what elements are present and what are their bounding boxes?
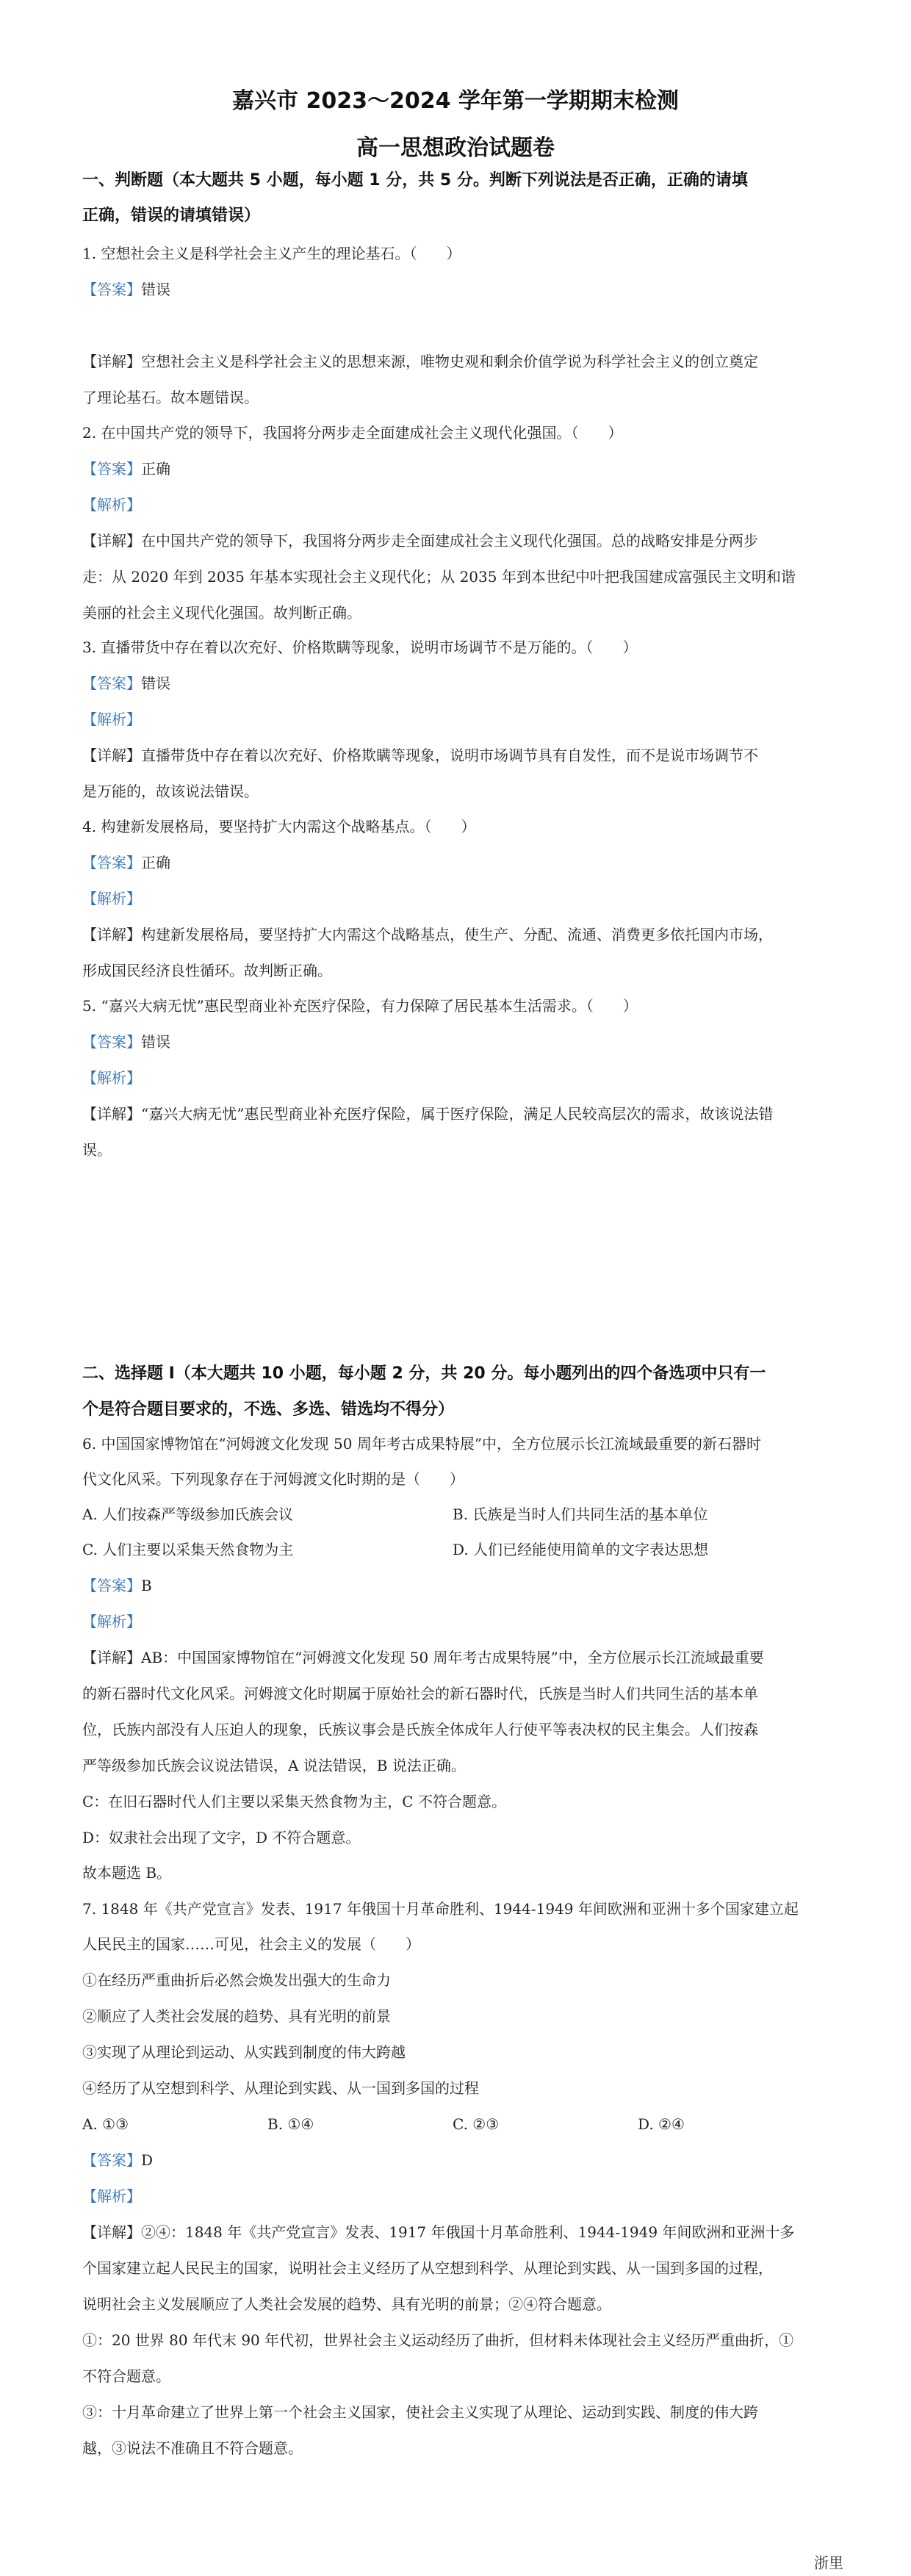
answer-value: 正确 <box>141 854 170 871</box>
answer-tag: 【答案】 <box>82 281 141 298</box>
q4-answer <box>82 852 839 874</box>
q6-stem-cont: 代文化风采。下列现象存在于河姆渡文化时期的是（ ） <box>82 1470 464 1488</box>
q7-detail-3-cont: 越，③说法不准确且不符合题意。 <box>82 2439 303 2457</box>
detail-text: 直播带货中存在着以次充好、价格欺瞒等现象，说明市场调节具有自发性，而不是说市场调节不 <box>141 746 758 764</box>
answer-tag: 【答案】 <box>82 1577 141 1594</box>
q6-detail-cont: 的新石器时代文化风采。河姆渡文化时期属于原始社会的新石器时代，氏族是当时人们共同生活的基本单 <box>82 1685 758 1702</box>
q2-answer <box>82 458 839 480</box>
detail-text: “嘉兴大病无忧”惠民型商业补充医疗保险，属于医疗保险，满足人民较高层次的需求，故该说法错 <box>141 1105 774 1123</box>
q1-detail-cont: 了理论基石。故本题错误。 <box>82 389 259 406</box>
section2-heading-line2: 个是符合题目要求的，不选、多选、错选均不得分） <box>82 1400 455 1419</box>
answer-value: 错误 <box>141 281 170 298</box>
q1-answer <box>82 278 839 301</box>
answer-value: 错误 <box>141 674 170 692</box>
detail-text: ②④：1848 年《共产党宣言》发表、1917 年俄国十月革命胜利、1944-1949 年间欧洲和亚洲十多 <box>141 2223 795 2241</box>
q4-analysis-tag: 【解析】 <box>82 890 141 907</box>
q3-stem: 3. 直播带货中存在着以次充好、价格欺瞒等现象，说明市场调节不是万能的。（ ） <box>82 638 638 656</box>
q7-detail-cont2: 说明社会主义发展顺应了人类社会发展的趋势、具有光明的前景；②④符合题意。 <box>82 2295 611 2313</box>
section1-heading-line1: 一、判断题（本大题共 5 小题，每小题 1 分，共 5 分。判断下列说法是否正确，正确的请填 <box>82 171 748 190</box>
q7-detail-1: ①：20 世界 80 年代末 90 年代初，世界社会主义运动经历了曲折，但材料未体现社会主义经历严重曲折，① <box>82 2331 794 2349</box>
q4-detail <box>82 924 839 946</box>
q6-answer <box>82 1575 839 1597</box>
detail-text: 在中国共产党的领导下，我国将分两步走全面建成社会主义现代化强国。总的战略安排是分两步 <box>141 532 758 550</box>
q6-detail-cont3: 严等级参加氏族会议说法错误，A 说法错误，B 说法正确。 <box>82 1757 466 1774</box>
q7-option-b: B. ①④ <box>267 2115 314 2133</box>
q6-option-b: B. 氏族是当时人们共同生活的基本单位 <box>453 1505 708 1523</box>
q5-detail <box>82 1103 839 1125</box>
q2-stem: 2. 在中国共产党的领导下，我国将分两步走全面建成社会主义现代化强国。（ ） <box>82 424 623 442</box>
q6-option-d: D. 人们已经能使用简单的文字表达思想 <box>453 1541 709 1558</box>
answer-tag: 【答案】 <box>82 854 141 871</box>
detail-text: 构建新发展格局，要坚持扩大内需这个战略基点，使生产、分配、流通、消费更多依托国内市场， <box>141 926 773 943</box>
q6-detail <box>82 1647 839 1669</box>
detail-text: AB：中国国家博物馆在“河姆渡文化发现 50 周年考古成果特展”中，全方位展示长江流域最重要 <box>141 1649 764 1666</box>
section2-heading-line1: 二、选择题 Ⅰ（本大题共 10 小题，每小题 2 分，共 20 分。每小题列出的四个备选项中只有一 <box>82 1364 766 1383</box>
q3-analysis-tag: 【解析】 <box>82 710 141 728</box>
q3-detail <box>82 744 839 766</box>
q7-option-d: D. ②④ <box>638 2115 685 2133</box>
q5-analysis-tag: 【解析】 <box>82 1069 141 1087</box>
q6-detail-conclusion: 故本题选 B。 <box>82 1864 172 1882</box>
answer-tag: 【答案】 <box>82 2151 141 2169</box>
q6-detail-c: C：在旧石器时代人们主要以采集天然食物为主，C 不符合题意。 <box>82 1793 506 1810</box>
answer-value: D <box>141 2151 154 2169</box>
detail-text: 空想社会主义是科学社会主义的思想来源，唯物史观和剩余价值学说为科学社会主义的创立奠定 <box>141 353 758 370</box>
q7-item-2: ②顺应了人类社会发展的趋势、具有光明的前景 <box>82 2007 391 2025</box>
q7-stem-cont: 人民民主的国家……可见，社会主义的发展（ ） <box>82 1935 420 1953</box>
q2-detail-cont: 走：从 2020 年到 2035 年基本实现社会主义现代化；从 2035 年到本世纪中叶把我国建成富强民主文明和谐 <box>82 568 796 586</box>
q6-option-c: C. 人们主要以采集天然食物为主 <box>82 1541 294 1558</box>
answer-value: 正确 <box>141 460 170 478</box>
q6-detail-d: D：奴隶社会出现了文字，D 不符合题意。 <box>82 1829 361 1846</box>
q3-detail-cont: 是万能的，故该说法错误。 <box>82 782 259 800</box>
q7-item-3: ③实现了从理论到运动、从实践到制度的伟大跨越 <box>82 2043 406 2061</box>
q4-stem: 4. 构建新发展格局，要坚持扩大内需这个战略基点。（ ） <box>82 818 476 835</box>
answer-tag: 【答案】 <box>82 1033 141 1051</box>
page-subtitle: 高一思想政治试题卷 <box>356 135 555 161</box>
q6-detail-cont2: 位，氏族内部没有人压迫人的现象，氏族议事会是氏族全体成年人行使平等表决权的民主集会。人们按森 <box>82 1721 758 1738</box>
q7-analysis-tag: 【解析】 <box>82 2187 141 2205</box>
detail-tag: 【详解】 <box>82 1105 141 1123</box>
answer-tag: 【答案】 <box>82 460 141 478</box>
detail-tag: 【详解】 <box>82 532 141 550</box>
q6-analysis-tag: 【解析】 <box>82 1613 141 1630</box>
q5-answer <box>82 1031 839 1053</box>
q2-detail-cont2: 美丽的社会主义现代化强国。故判断正确。 <box>82 604 361 622</box>
q7-detail <box>82 2221 839 2243</box>
detail-tag: 【详解】 <box>82 2223 141 2241</box>
q7-detail-cont: 个国家建立起人民民主的国家，说明社会主义经历了从空想到科学、从理论到实践、从一国到多国的过程， <box>82 2259 773 2277</box>
footer-text: 浙里 <box>814 2554 843 2572</box>
q1-stem: 1. 空想社会主义是科学社会主义产生的理论基石。（ ） <box>82 245 461 262</box>
q7-stem: 7. 1848 年《共产党宣言》发表、1917 年俄国十月革命胜利、1944-1949 年间欧洲和亚洲十多个国家建立起 <box>82 1900 799 1918</box>
answer-tag: 【答案】 <box>82 674 141 692</box>
q2-analysis-tag: 【解析】 <box>82 496 141 514</box>
q2-detail <box>82 530 839 552</box>
q5-detail-cont: 误。 <box>82 1141 112 1159</box>
detail-tag: 【详解】 <box>82 746 141 764</box>
page-title: 嘉兴市 2023～2024 学年第一学期期末检测 <box>232 88 679 114</box>
q7-item-4: ④经历了从空想到科学、从理论到实践、从一国到多国的过程 <box>82 2079 479 2097</box>
detail-tag: 【详解】 <box>82 1649 141 1666</box>
q7-item-1: ①在经历严重曲折后必然会焕发出强大的生命力 <box>82 1971 391 1989</box>
q7-option-c: C. ②③ <box>453 2115 500 2133</box>
q7-detail-1-cont: 不符合题意。 <box>82 2367 170 2385</box>
q3-answer <box>82 672 839 694</box>
q6-option-a: A. 人们按森严等级参加氏族会议 <box>82 1505 294 1523</box>
q7-detail-3: ③：十月革命建立了世界上第一个社会主义国家，使社会主义实现了从理论、运动到实践、制度的伟大跨 <box>82 2403 758 2421</box>
q7-option-a: A. ①③ <box>82 2115 129 2133</box>
section1-heading-line2: 正确，错误的请填错误） <box>82 206 261 225</box>
q7-answer <box>82 2149 839 2171</box>
q4-detail-cont: 形成国民经济良性循环。故判断正确。 <box>82 962 332 979</box>
q1-detail <box>82 350 839 373</box>
detail-tag: 【详解】 <box>82 353 141 370</box>
answer-value: 错误 <box>141 1033 170 1051</box>
q5-stem: 5. “嘉兴大病无忧”惠民型商业补充医疗保险，有力保障了居民基本生活需求。（ ） <box>82 997 638 1015</box>
detail-tag: 【详解】 <box>82 926 141 943</box>
answer-value: B <box>141 1577 152 1594</box>
q6-stem: 6. 中国国家博物馆在“河姆渡文化发现 50 周年考古成果特展”中，全方位展示长江流域最重要的新石器时 <box>82 1435 762 1453</box>
